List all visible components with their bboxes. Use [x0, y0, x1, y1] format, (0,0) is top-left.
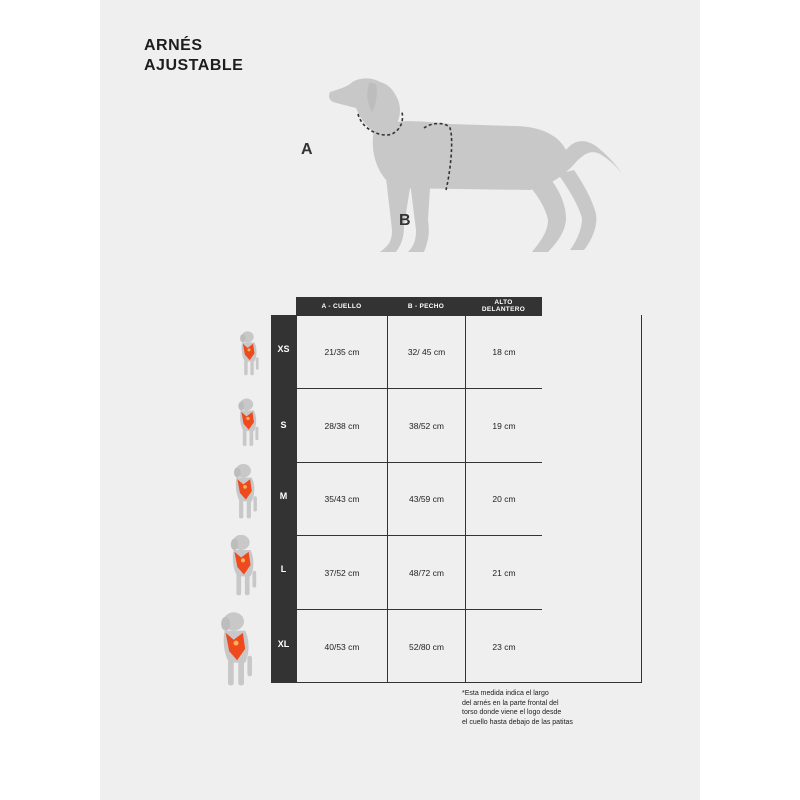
- size-column: [271, 315, 296, 683]
- title-line-1: ARNÉS: [144, 37, 203, 54]
- table-cell: 18 cm: [465, 315, 542, 388]
- table-cell: 28/38 cm: [296, 388, 387, 462]
- table-cell: 48/72 cm: [387, 535, 465, 609]
- footnote: [462, 689, 602, 727]
- table-cell: 21 cm: [465, 535, 542, 609]
- size-table: [296, 315, 642, 683]
- size-label: XL: [277, 639, 290, 649]
- footnote-line: *Esta medida indica el largo: [462, 690, 549, 697]
- size-label: L: [280, 564, 287, 574]
- header-front-height: ALTO DELANTERO: [481, 299, 526, 313]
- measure-label-b: B: [399, 212, 411, 229]
- footnote-line: el cuello hasta debajo de las patitas: [462, 718, 573, 726]
- table-cell: 23 cm: [465, 609, 542, 683]
- footnote-line: torso donde viene el logo desde: [462, 709, 562, 716]
- table-header: [296, 297, 542, 315]
- table-cell: 20 cm: [465, 462, 542, 535]
- dog-with-harness-icon: [233, 397, 263, 449]
- size-label: S: [280, 420, 287, 430]
- size-label: XS: [277, 344, 290, 354]
- table-cell: 19 cm: [465, 388, 542, 462]
- dog-with-harness-icon: [213, 610, 259, 690]
- size-guide-sheet: [100, 0, 700, 800]
- size-label: M: [279, 491, 288, 501]
- table-cell: 38/52 cm: [387, 388, 465, 462]
- dog-silhouette-icon: [300, 70, 630, 270]
- table-cell: 32/ 45 cm: [387, 315, 465, 388]
- title-line-2: AJUSTABLE: [144, 57, 244, 74]
- table-cell: 35/43 cm: [296, 462, 387, 535]
- header-chest: B - PECHO: [407, 302, 445, 310]
- table-cell: 37/52 cm: [296, 535, 387, 609]
- dog-with-harness-icon: [228, 462, 262, 522]
- header-neck: A - CUELLO: [321, 302, 362, 310]
- table-cell: 43/59 cm: [387, 462, 465, 535]
- table-cell: 40/53 cm: [296, 609, 387, 683]
- table-cell: 52/80 cm: [387, 609, 465, 683]
- measure-label-a: A: [301, 141, 313, 158]
- footnote-line: del arnés en la parte frontal del: [462, 699, 559, 707]
- dog-with-harness-icon: [224, 533, 262, 599]
- dog-with-harness-icon: [235, 330, 263, 378]
- table-cell: 21/35 cm: [296, 315, 387, 388]
- page-title: [144, 36, 243, 76]
